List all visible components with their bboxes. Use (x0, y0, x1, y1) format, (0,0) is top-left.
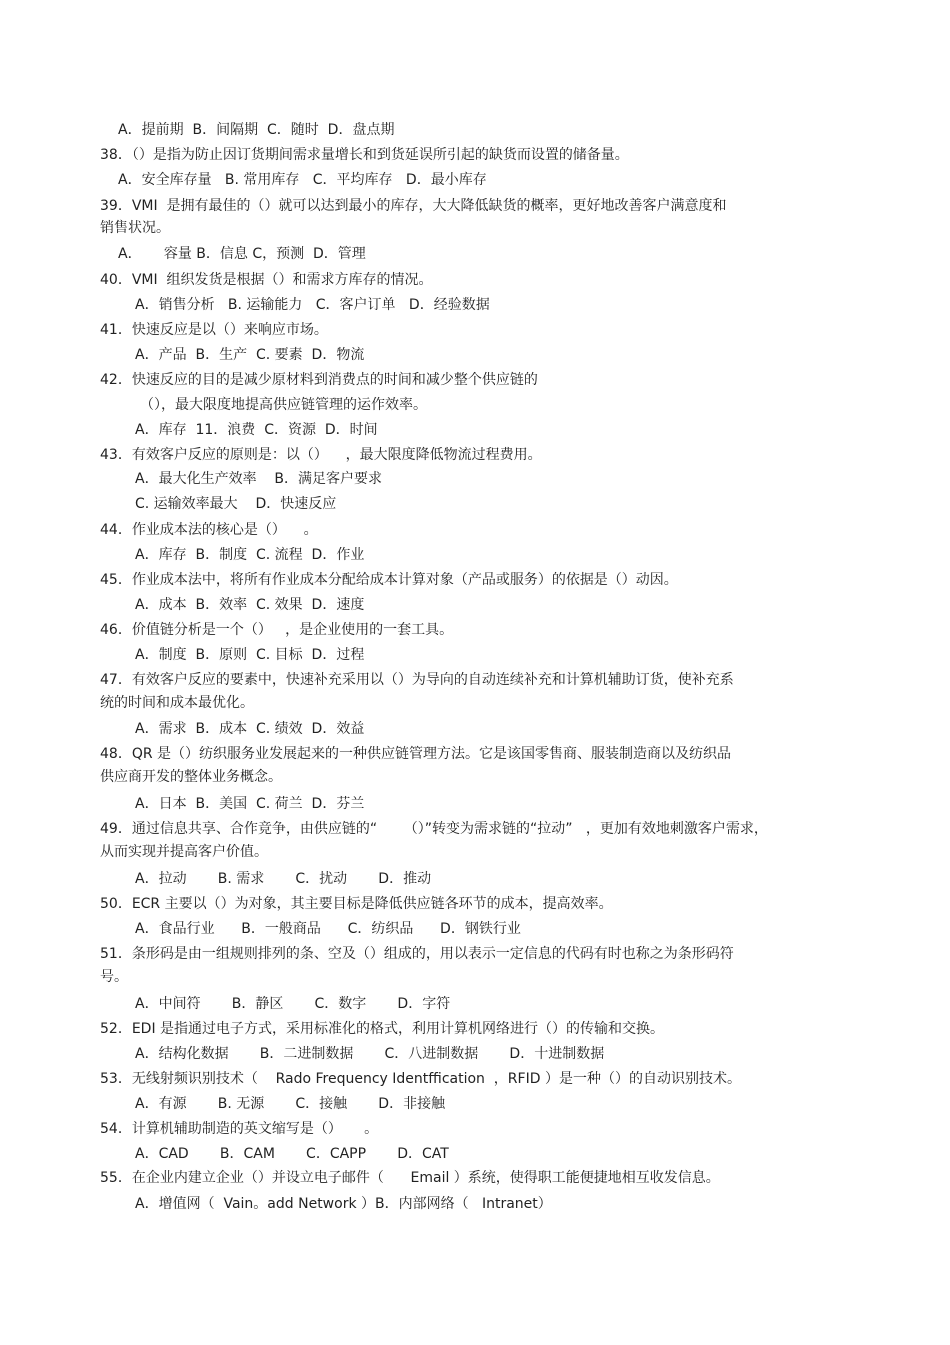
question-38: 38．（）是指为防止因订货期间需求量增长和到货延误所引起的缺货而设置的储备量。 (100, 147, 629, 163)
question-49-cont: 从而实现并提高客户价值。 (100, 844, 268, 860)
question-55: 55．在企业内建立企业（）并设立电子邮件（ Email ）系统，使得职工能便捷地相互收发信息。 (100, 1170, 720, 1186)
question-54: 54．计算机辅助制造的英文缩写是（） 。 (100, 1121, 379, 1137)
question-52: 52．EDI 是指通过电子方式，采用标准化的格式，利用计算机网络进行（）的传输和交换。 (100, 1021, 665, 1037)
question-47-cont: 统的时间和成本最优化。 (100, 695, 254, 711)
question-39: 39．VMI 是拥有最佳的（）就可以达到最小的库存，大大降低缺货的概率，更好地改善客户满意度和 (100, 198, 727, 214)
options-51: A．中间符 B．静区 C．数字 D．字符 (135, 996, 451, 1012)
question-43: 43．有效客户反应的原则是：以（） ，最大限度降低物流过程费用。 (100, 447, 542, 463)
options-46: A．制度 B．原则 C. 目标 D．过程 (135, 647, 365, 663)
options-44: A．库存 B．制度 C. 流程 D．作业 (135, 547, 365, 563)
options-53: A．有源 B. 无源 C．接触 D．非接触 (135, 1096, 446, 1112)
options-50: A．食品行业 B．一般商品 C．纺织品 D．钢铁行业 (135, 921, 521, 937)
options-38: A．安全库存量 B. 常用库存 C．平均库存 D．最小库存 (118, 172, 487, 188)
question-41: 41．快速反应是以（）来响应市场。 (100, 322, 328, 338)
question-49: 49．通过信息共享、合作竞争，由供应链的“ （）”转变为需求链的“拉动” ，更加有效地刺激客户需求， (100, 821, 768, 837)
options-41: A．产品 B．生产 C. 要素 D．物流 (135, 347, 365, 363)
options-48: A．日本 B．美国 C. 荷兰 D．芬兰 (135, 796, 365, 812)
question-46: 46．价值链分析是一个（） ，是企业使用的一套工具。 (100, 622, 454, 638)
options-43-a: A．最大化生产效率 B．满足客户要求 (135, 471, 382, 487)
question-42-cont: （），最大限度地提高供应链管理的运作效率。 (140, 397, 427, 413)
options-54: A．CAD B．CAM C．CAPP D．CAT (135, 1146, 449, 1162)
question-51: 51．条形码是由一组规则排列的条、空及（）组成的，用以表示一定信息的代码有时也称之为条形码符 (100, 946, 734, 962)
options-43-b: C. 运输效率最大 D．快速反应 (135, 496, 337, 512)
question-42: 42．快速反应的目的是减少原材料到消费点的时间和减少整个供应链的 (100, 372, 538, 388)
options-42: A．库存 11．浪费 C．资源 D．时间 (135, 422, 378, 438)
options-40: A．销售分析 B. 运输能力 C．客户订单 D．经验数据 (135, 297, 490, 313)
question-45: 45．作业成本法中，将所有作业成本分配给成本计算对象（产品或服务）的依据是（）动因。 (100, 572, 678, 588)
question-39-cont: 销售状况。 (100, 220, 170, 236)
options-45: A．成本 B．效率 C. 效果 D．速度 (135, 597, 365, 613)
options-52: A．结构化数据 B．二进制数据 C．八进制数据 D．十进制数据 (135, 1046, 605, 1062)
question-40: 40．VMI 组织发货是根据（）和需求方库存的情况。 (100, 272, 433, 288)
option-line: A．提前期 B．间隔期 C．随时 D．盘点期 (118, 122, 395, 138)
question-48-cont: 供应商开发的整体业务概念。 (100, 769, 282, 785)
question-48: 48．QR 是（）纺织服务业发展起来的一种供应链管理方法。它是该国零售商、服装制造商以及纺织品 (100, 746, 732, 762)
options-55: A．增值网（ Vain。add Network ）B．内部网络（ Intranet） (135, 1196, 552, 1212)
question-51-cont: 号。 (100, 969, 128, 985)
options-49: A．拉动 B. 需求 C．扰动 D．推动 (135, 871, 432, 887)
question-47: 47．有效客户反应的要素中，快速补充采用以（）为导向的自动连续补充和计算机辅助订货，使补充系 (100, 672, 734, 688)
options-39: A． 容量 B．信息 C，预测 D．管理 (118, 246, 366, 262)
options-47: A．需求 B．成本 C. 绩效 D．效益 (135, 721, 365, 737)
question-53: 53．无线射频识别技术（ Rado Frequency Identffication ，RFID ）是一种（）的自动识别技术。 (100, 1071, 741, 1087)
question-50: 50．ECR 主要以（）为对象，其主要目标是降低供应链各环节的成本，提高效率。 (100, 896, 613, 912)
question-44: 44．作业成本法的核心是（） 。 (100, 522, 318, 538)
